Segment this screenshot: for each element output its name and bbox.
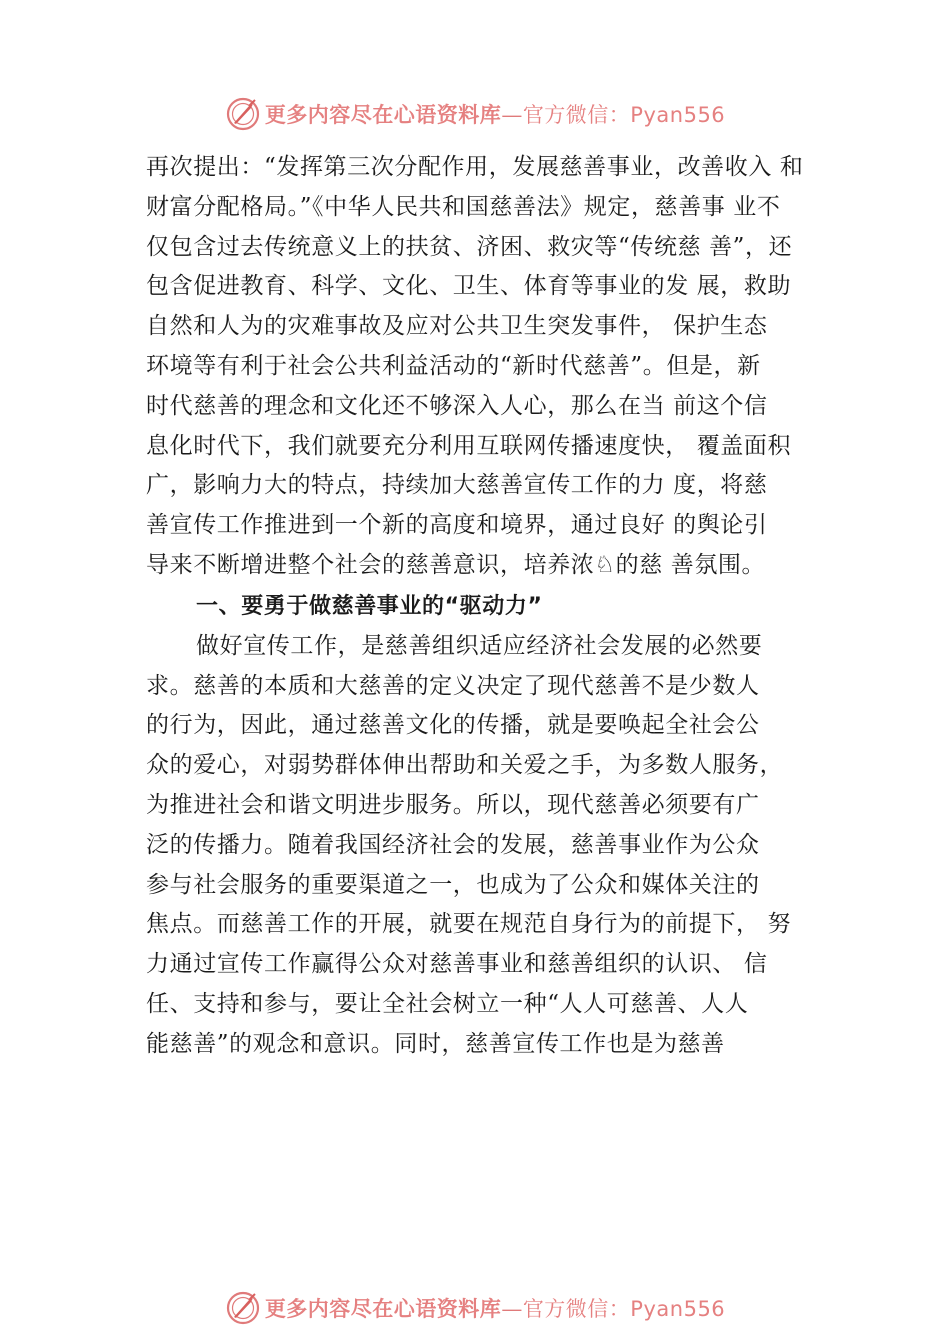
paragraph1-line: 息化时代下，我们就要充分利用互联网传播速度快， 覆盖面积 (146, 432, 792, 459)
footer-dash: — (501, 1297, 523, 1321)
paragraph1-line: 仅包含过去传统意义上的扶贫、济困、救灾等“传统慈 善”，还 (146, 233, 793, 260)
footer-text (265, 1293, 725, 1323)
paragraph2-line: 泛的传播力。随着我国经济社会的发展，慈善事业作为公众 (146, 831, 760, 858)
paragraph1-line: 环境等有利于社会公共利益活动的“新时代慈善”。但是，新 (146, 352, 761, 379)
paragraph2-line: 求。慈善的本质和大慈善的定义决定了现代慈善不是少数人 (146, 672, 760, 699)
paragraph1-line: 再次提出：“发挥第三次分配作用，发展慈善事业，改善收入 和 (146, 154, 804, 180)
paragraph2-line: 能慈善”的观念和意识。同时，慈善宣传工作也是为慈善 (146, 1030, 725, 1057)
paragraph1-line: 善宣传工作推进到一个新的高度和境界，通过良好 的舆论引 (146, 512, 768, 539)
paragraph2-line: 做好宣传工作，是慈善组织适应经济社会发展的必然要 (196, 632, 763, 659)
header-banner (0, 92, 950, 136)
quill-logo-icon (225, 96, 261, 132)
footer-library-text: 更多内容尽在心语资料库 (264, 1296, 502, 1321)
header-library-text: 更多内容尽在心语资料库 (264, 102, 502, 127)
paragraph2-line: 为推进社会和谐文明进步服务。所以，现代慈善必须要有广 (146, 791, 760, 818)
paragraph2-line: 力通过宣传工作赢得公众对慈善事业和慈善组织的认识、 信 (146, 951, 768, 978)
paragraph1-line: 自然和人为的灾难事故及应对公共卫生突发事件， 保护生态 (146, 313, 768, 340)
section-heading: 一、要勇于做慈善事业的“驱动力” (196, 593, 543, 619)
header-dash: — (501, 103, 523, 127)
paragraph1-line: 广，影响力大的特点，持续加大慈善宣传工作的力 度，将慈 (146, 472, 768, 499)
document-body (146, 148, 836, 1065)
header-wechat-text: 官方微信：Pyan556 (522, 103, 726, 127)
header-text (265, 99, 725, 129)
paragraph1-line: 财富分配格局。”《中华人民共和国慈善法》规定，慈善事 业不 (146, 193, 781, 220)
paragraph2-line: 的行为，因此，通过慈善文化的传播，就是要唤起全社会公 (146, 712, 760, 739)
quill-logo-icon (225, 1290, 261, 1326)
paragraph2-line: 焦点。而慈善工作的开展，就要在规范自身行为的前提下， 努 (146, 911, 792, 938)
paragraph1-line: 导来不断增进整个社会的慈善意识，培养浓♘的慈 善氛围。 (146, 551, 766, 578)
footer-banner (0, 1286, 950, 1330)
paragraph2-line: 众的爱心，对弱势群体伸出帮助和关爱之手，为多数人服务， (146, 752, 784, 779)
paragraph1-line: 包含促进教育、科学、文化、卫生、体育等事业的发 展，救助 (146, 273, 792, 300)
paragraph2-line: 参与社会服务的重要渠道之一，也成为了公众和媒体关注的 (146, 871, 760, 898)
footer-wechat-text: 官方微信：Pyan556 (522, 1297, 726, 1321)
paragraph1-line: 时代慈善的理念和文化还不够深入人心，那么在当 前这个信 (146, 392, 768, 419)
paragraph2-line: 任、支持和参与，要让全社会树立一种“人人可慈善、人人 (146, 990, 749, 1017)
